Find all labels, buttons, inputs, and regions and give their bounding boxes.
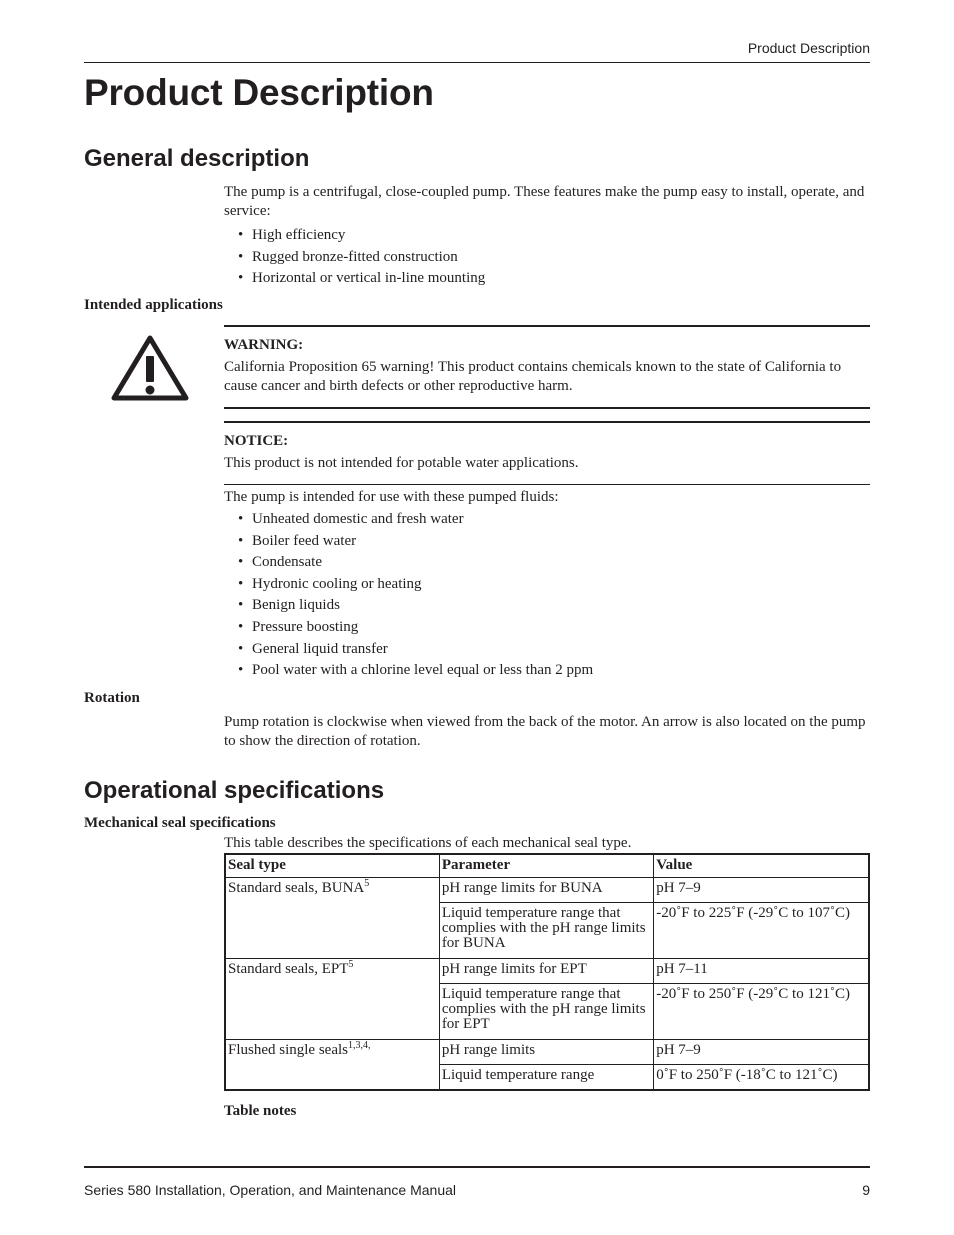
column-header-seal-type: Seal type: [225, 854, 439, 878]
parameter-cell: pH range limits for EPT: [439, 959, 653, 984]
features-list: [224, 225, 870, 290]
mechanical-seal-heading: Mechanical seal specifications: [84, 815, 276, 831]
list-item: • High efficiency: [224, 225, 870, 247]
general-description-heading: General description: [84, 145, 310, 172]
value-cell: pH 7–9: [654, 878, 869, 903]
list-item: • General liquid transfer: [224, 639, 870, 661]
fluids-list: [224, 509, 870, 682]
value-cell: pH 7–9: [654, 1040, 869, 1065]
rotation-text: Pump rotation is clockwise when viewed from the back of the motor. An arrow is also located on the pump to show the direction of rotation.: [224, 714, 866, 749]
list-item: • Pool water with a chlorine level equal or less than 2 ppm: [224, 660, 870, 682]
seal-type-cell: Flushed single seals$^{1,3,4,}$: [225, 1040, 439, 1090]
rotation-heading: Rotation: [84, 690, 140, 706]
list-item: • Unheated domestic and fresh water: [224, 509, 870, 531]
notice-text: This product is not intended for potable water applications.: [224, 455, 579, 471]
parameter-cell: Liquid temperature range that complies with the pH range limits for BUNA: [439, 903, 653, 959]
warning-triangle-icon: [110, 334, 190, 402]
seal-type-cell: Standard seals, EPT$^5$: [225, 959, 439, 1040]
manual-title: Series 580 Installation, Operation, and Maintenance Manual: [84, 1182, 457, 1198]
rotation-body: [224, 713, 870, 751]
list-item: • Boiler feed water: [224, 531, 870, 553]
warning-label: WARNING:: [224, 337, 304, 353]
list-item: • Hydronic cooling or heating: [224, 574, 870, 596]
notice-box: [224, 421, 870, 485]
footnote-ref: 5: [348, 959, 354, 970]
general-description-body: [224, 183, 870, 290]
page-title: Product Description: [84, 72, 434, 113]
table-row: [225, 959, 869, 984]
column-header-parameter: Parameter: [439, 854, 653, 878]
footnote-ref: 5: [364, 878, 370, 889]
operational-specifications-heading: Operational specifications: [84, 777, 385, 804]
fluids-intro: The pump is intended for use with these pumped fluids:: [224, 489, 559, 505]
table-row: [225, 878, 869, 903]
parameter-cell: pH range limits: [439, 1040, 653, 1065]
notice-label: NOTICE:: [224, 433, 289, 449]
intended-applications-heading: Intended applications: [84, 297, 223, 313]
column-header-value: Value: [654, 854, 869, 878]
warning-box: [224, 325, 870, 409]
list-item: • Benign liquids: [224, 595, 870, 617]
parameter-cell: Liquid temperature range: [439, 1065, 653, 1090]
list-item: • Rugged bronze-fitted construction: [224, 247, 870, 269]
table-notes-heading: Table notes: [224, 1103, 297, 1119]
page-footer: [84, 1166, 870, 1198]
seal-type-cell: Standard seals, BUNA$^5$: [225, 878, 439, 959]
table-header-row: [225, 854, 869, 878]
list-item: • Pressure boosting: [224, 617, 870, 639]
table-row: [225, 1040, 869, 1065]
general-intro: The pump is a centrifugal, close-coupled pump. These features make the pump easy to install, operate, and service:: [224, 184, 865, 219]
value-cell: -20˚F to 225˚F (-29˚C to 107˚C): [654, 903, 869, 959]
value-cell: 0˚F to 250˚F (-18˚C to 121˚C): [654, 1065, 869, 1090]
fluids-section: [224, 488, 870, 682]
seal-spec-table: [224, 853, 870, 1091]
parameter-cell: pH range limits for BUNA: [439, 878, 653, 903]
warning-text: California Proposition 65 warning! This product contains chemicals known to the state of California to cause cancer and birth defects or other reproductive harm.: [224, 359, 842, 394]
list-item: • Horizontal or vertical in-line mounting: [224, 268, 870, 290]
footnote-ref: 1,3,4,: [348, 1040, 371, 1051]
value-cell: pH 7–11: [654, 959, 869, 984]
table-intro: This table describes the specifications of each mechanical seal type.: [224, 835, 632, 851]
page-number: 9: [862, 1182, 870, 1198]
parameter-cell: Liquid temperature range that complies with the pH range limits for EPT: [439, 984, 653, 1040]
value-cell: -20˚F to 250˚F (-29˚C to 121˚C): [654, 984, 869, 1040]
running-header: Product Description: [84, 40, 870, 63]
list-item: • Condensate: [224, 552, 870, 574]
